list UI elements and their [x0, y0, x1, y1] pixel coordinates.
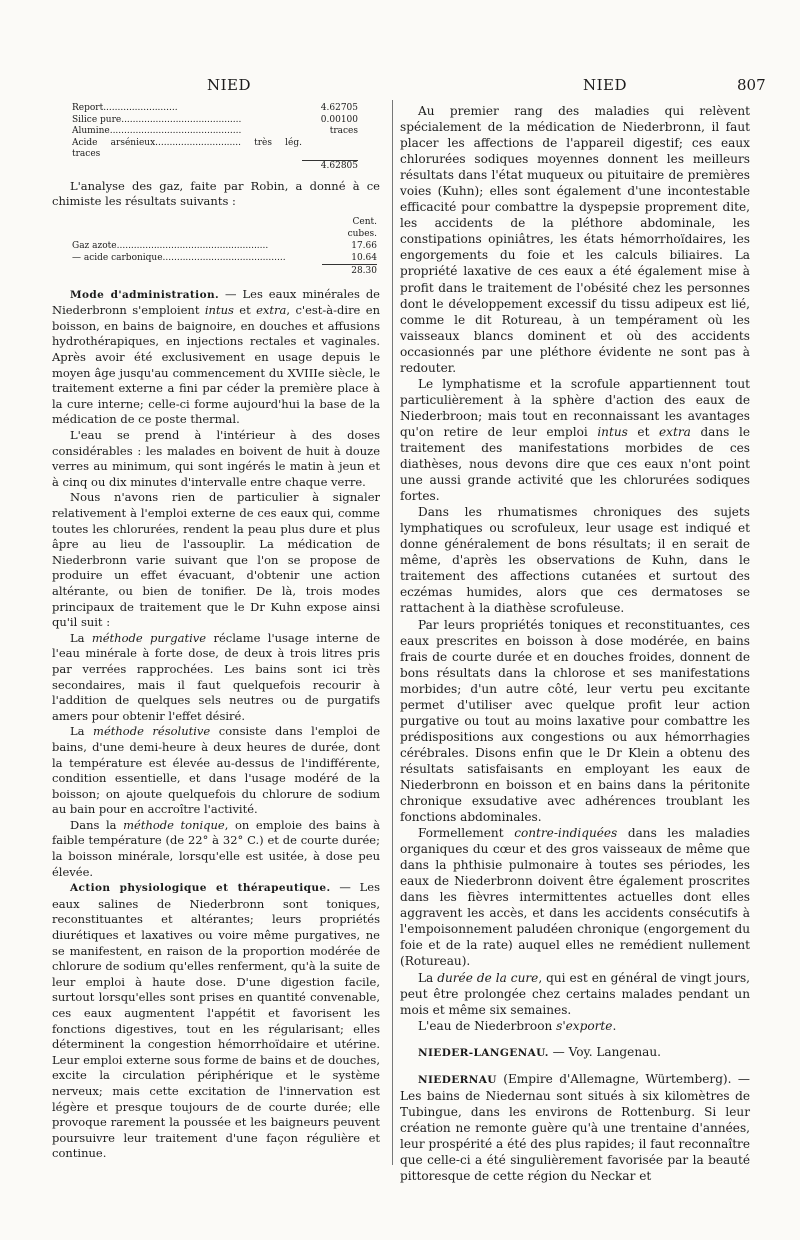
entry-heading: NIEDER-LANGENAU.	[418, 1046, 549, 1059]
text-run: réclame l'usage interne de l'eau minérale à forte dose, de deux à trois litres pris par verrées rapprochées. Les bains sont ici très secondaires, mais il faut quelquefois recourir à l'addition de quelques sels neutres ou de purgatifs amers pour obtenir l'effet désiré.	[52, 630, 381, 723]
text-run: L'eau de Niederbroon	[418, 1018, 557, 1033]
entry-nieder-langenau	[400, 1044, 750, 1061]
text-run: Dans la	[70, 817, 124, 832]
table-row	[72, 240, 377, 252]
paragraph-mode-administration	[52, 287, 380, 428]
gaz-intro: L'analyse des gaz, faite par Robin, a donné à ce chimiste les résultats suivants :	[52, 178, 380, 209]
gaz-table	[72, 216, 377, 277]
row-label: Report..........................	[72, 103, 178, 113]
italic-run: intus	[597, 424, 628, 439]
table-row	[72, 115, 358, 127]
right-column	[400, 103, 750, 1184]
text-run: La	[70, 630, 92, 645]
text-run: , qui est en général de vingt jours, peut être prolongée chez certains malades pendant un mois et même six semaines.	[400, 970, 750, 1017]
text-run: (Empire d'Allemagne, Würtemberg). — Les bains de Niedernau sont situés à six kilomètres de Tubingue, dans les environs de Rottenburg. Si leur création ne remonte guère qu'à une trentaine d'années, leur prospérité a été des plus rapides; il faut reconnaître que celle-ci a été singulièrement favorisée par la beauté pittoresque de cette région du Neckar et	[400, 1071, 750, 1184]
paragraph	[400, 825, 750, 969]
running-head-left: NIED	[207, 76, 252, 94]
table-row	[72, 103, 358, 115]
italic-run: durée de la cure	[437, 970, 539, 985]
column-divider	[392, 100, 393, 1165]
paragraph	[400, 376, 750, 504]
total-row	[72, 264, 377, 277]
row-label: Acide arsénieux.............................. très lég. traces	[72, 137, 302, 159]
row-label: Alumine..............................................	[72, 126, 242, 136]
table-row	[72, 138, 358, 161]
italic-run: extra	[659, 424, 691, 439]
section-heading: Action physiologique et thérapeutique.	[70, 882, 331, 895]
text-run: et	[233, 303, 257, 318]
italic-run: intus	[204, 303, 234, 318]
table-row	[72, 252, 377, 265]
text-run: consiste dans l'emploi de bains, d'une demi-heure à deux heures de durée, dont la température est élevée au-dessus de l'indifférente, condition essentielle, et dans l'usage modéré de la boisson; on ajoute quelquefois du chlorure de sodium au bain pour en accroître l'activité.	[52, 724, 380, 817]
paragraph	[400, 1018, 750, 1034]
text-run: — Voy. Langenau.	[548, 1044, 661, 1059]
text-run: La	[418, 970, 438, 985]
running-head-right: NIED	[583, 76, 628, 94]
text-run: , on emploie des bains à faible température (de 22° à 32° C.) et de courte durée; la boisson minérale, lorsqu'elle est usitée, à dose peu élevée.	[52, 817, 380, 879]
section-heading: Mode d'administration.	[70, 288, 220, 301]
paragraph: Par leurs propriétés toniques et reconstituantes, ces eaux prescrites en boisson à dose modérée, en bains frais de courte durée et en douches froides, donnent de bons résultats dans la chlorose et ses manifestations morbides; d'un autre côté, leur vertu peu excitante permet d'utiliser avec quelque profit leur action purgative ou tout au moins laxative pour combattre les prédispositions aux congestions ou aux hémorrhagies cérébrales. Disons enfin que le Dr Klein a obtenu des résultats satisfaisants en employant les eaux de Niederbronn en boisson et en bains dans la péritonite chronique exsudative avec adhérences troublant les fonctions abdominales.	[400, 617, 750, 825]
italic-run: contre-indiquées	[514, 826, 618, 841]
italic-run: méthode résolutive	[93, 724, 211, 739]
report-table	[72, 103, 358, 173]
text-run: — Les eaux minérales de Niederbronn s'emploient	[52, 286, 380, 318]
italic-run: extra	[256, 303, 287, 318]
paragraph	[400, 970, 750, 1018]
paragraph	[52, 631, 380, 725]
paragraph: Nous n'avons rien de particulier à signaler relativement à l'emploi externe de ces eaux qui, comme toutes les chlorurées, rendent la peau plus dure et plus âpre au lieu de l'assouplir. La médication de Niederbronn varie suivant que l'on se propose de produire un effet évacuant, d'obtenir une action altérante, ou bien de tonifier. De là, trois modes principaux de traitement que le Dr Kuhn expose ainsi qu'il suit :	[52, 490, 380, 630]
row-label: — acide carbonique...........................................	[72, 252, 286, 263]
total-row	[72, 161, 358, 173]
row-value	[302, 138, 358, 161]
italic-run: méthode tonique	[123, 817, 225, 832]
row-value: 0.00100	[320, 114, 358, 125]
paragraph	[52, 818, 380, 880]
row-value: 4.62705	[320, 103, 358, 113]
text-run: .	[612, 1018, 617, 1033]
text-run: dans le traitement des manifestations morbides de ces diathèses, nous devons dire que ces eaux n'ont point une aussi grande activité que les chlorurées sodiques fortes.	[400, 424, 750, 504]
text-run: dans les maladies organiques du cœur et des gros vaisseaux de même que dans la phthisie pulmonaire à toutes ses périodes, les eaux de Niederbronn doivent être également proscrites dans les fièvres intermittentes actuelles dont elles aggravent les accès, et dans les accidents consécutifs à l'empoisonnement paludéen chronique (engorgement du foie et de la rate) auquel elles ne remédient nullement (Rotureau).	[400, 826, 750, 969]
entry-heading: NIEDERNAU	[418, 1073, 497, 1086]
row-value: 17.66	[351, 240, 377, 251]
row-value: traces	[329, 126, 358, 136]
row-value: 10.64	[351, 252, 377, 263]
text-run: , c'est-à-dire en boisson, en bains de baignoire, en douches et affusions hydrothérapiques, en injections rectales et vaginales. Après avoir été exclusivement en usage depuis le moyen âge jusqu'au commencement du XVIIIe siècle, le traitement externe a fini par céder la première place à la cure interne; celle-ci forme aujourd'hui la base de la médication de ce poste thermal.	[52, 303, 380, 427]
unit-header: Cent. cubes.	[347, 216, 377, 239]
italic-run: s'exporte	[556, 1018, 613, 1033]
entry-niedernau	[400, 1071, 750, 1184]
text-run: Formellement	[418, 826, 515, 841]
table-row	[72, 126, 358, 138]
page-number: 807	[737, 76, 766, 94]
gaz-total: 28.30	[322, 264, 377, 277]
left-column	[52, 103, 380, 1162]
paragraph: L'eau se prend à l'intérieur à des doses considérables : les malades en boivent de huit à douze verres au minimum, qui sont ingérés le matin à jeun et à cinq ou dix minutes d'intervalle entre chaque verre.	[52, 428, 380, 489]
text-run: — Les eaux salines de Niederbronn sont toniques, reconstituantes et altérantes; leurs propriétés diurétiques et laxatives ou voire même purgatives, ne se manifestent, en raison de la proportion modérée de chlorure de sodium qu'elles renferment, qu'à la suite de leur emploi à haute dose. D'une digestion facile, surtout lorsqu'elles sont prises en quantité convenable, ces eaux augmentent l'appétit et favorisent les fonctions digestives, tout en les régularisant; elles déterminent la congestion hémorrhoïdaire et utérine. Leur emploi externe sous forme de bains et de douches, excite la circulation périphérique et le système nerveux; mais cette excitation de l'innervation est légère et presque toujours de de courte durée; elle provoque rarement la poussée et les baigneurs peuvent poursuivre leur traitement d'une façon régulière et continue.	[52, 880, 380, 1161]
row-label: Gaz azote.....................................................	[72, 240, 269, 251]
italic-run: méthode purgative	[91, 630, 207, 645]
paragraph-action	[52, 880, 380, 1162]
paragraph	[52, 724, 380, 818]
row-label: Silice pure..........................................	[72, 114, 242, 125]
paragraph: Au premier rang des maladies qui relèvent spécialement de la médication de Niederbronn, il faut placer les affections de l'appareil digestif; ces eaux chlorurées sodiques moyennes donnent les meilleurs résultats dans l'état muqueux ou pituitaire de premières voies (Kuhn); elles sont également d'une incontestable efficacité pour combattre la dyspepsie proprement dite, les accidents de la pléthore abdominale, les constipations opiniâtres, les états hémorrhoïdaires, les engorgements du foie et les calculs biliaires. La propriété laxative de ces eaux a été également mise à profit dans le traitement de l'obésité chez les personnes dont le développement excessif du tissu adipeux est lié, comme le dit Rotureau, à un tempérament où les vaisseaux blancs dominent et où des accidents occasionnés par une pléthore évidente ne sont pas à redouter.	[400, 104, 750, 375]
report-total: 4.62805	[302, 161, 358, 173]
text-run: Le lymphatisme et la scrofule appartiennent tout particulièrement à la sphère d'action des eaux de Niederbroon; mais tout en reconnaissant les avantages qu'on retire de leur emploi	[400, 376, 750, 439]
text-run: La	[70, 724, 94, 739]
paragraph: Dans les rhumatismes chroniques des sujets lymphatiques ou scrofuleux, leur usage est indiqué et donne généralement de bons résultats; il en serait de même, d'après les observations de Kuhn, dans le traitement des affections cutanées et surtout des eczémas humides, alors que ces dermatoses se rattachent à la diathèse scrofuleuse.	[400, 505, 750, 616]
text-run: et	[627, 424, 660, 439]
